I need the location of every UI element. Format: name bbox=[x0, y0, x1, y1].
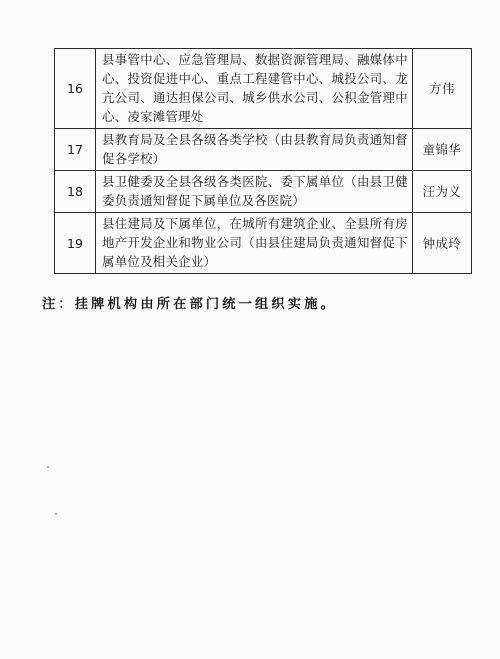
responsible-units: 县教育局及全县各级各类学校（由县教育局负责通知督促各学校） bbox=[96, 129, 413, 171]
row-number: 16 bbox=[55, 49, 96, 129]
footnote: 注：挂牌机构由所在部门统一组织实施。 bbox=[42, 297, 337, 312]
responsible-person: 方伟 bbox=[413, 49, 472, 129]
row-number: 19 bbox=[55, 213, 96, 274]
responsible-units: 县住建局及下属单位，在城所有建筑企业、全县所有房地产开发企业和物业公司（由县住建局负责通知督促下属单位及相关企业） bbox=[96, 213, 413, 274]
scan-speck bbox=[47, 466, 49, 468]
responsible-person: 汪为义 bbox=[413, 171, 472, 213]
responsible-person: 钟成玲 bbox=[413, 213, 472, 274]
table-row bbox=[55, 213, 472, 274]
scan-speck bbox=[55, 513, 57, 515]
table-row bbox=[55, 49, 472, 129]
assignment-table bbox=[54, 48, 472, 274]
table-row bbox=[55, 129, 472, 171]
row-number: 17 bbox=[55, 129, 96, 171]
row-number: 18 bbox=[55, 171, 96, 213]
table-row bbox=[55, 171, 472, 213]
responsible-units: 县卫健委及全县各级各类医院、委下属单位（由县卫健委负责通知督促下属单位及各医院） bbox=[96, 171, 413, 213]
responsible-units: 县事管中心、应急管理局、数据资源管理局、融媒体中心、投资促进中心、重点工程建管中心、城投公司、龙亢公司、通达担保公司、城乡供水公司、公积金管理中心、凌家滩管理处 bbox=[96, 49, 413, 129]
responsible-person: 童锦华 bbox=[413, 129, 472, 171]
